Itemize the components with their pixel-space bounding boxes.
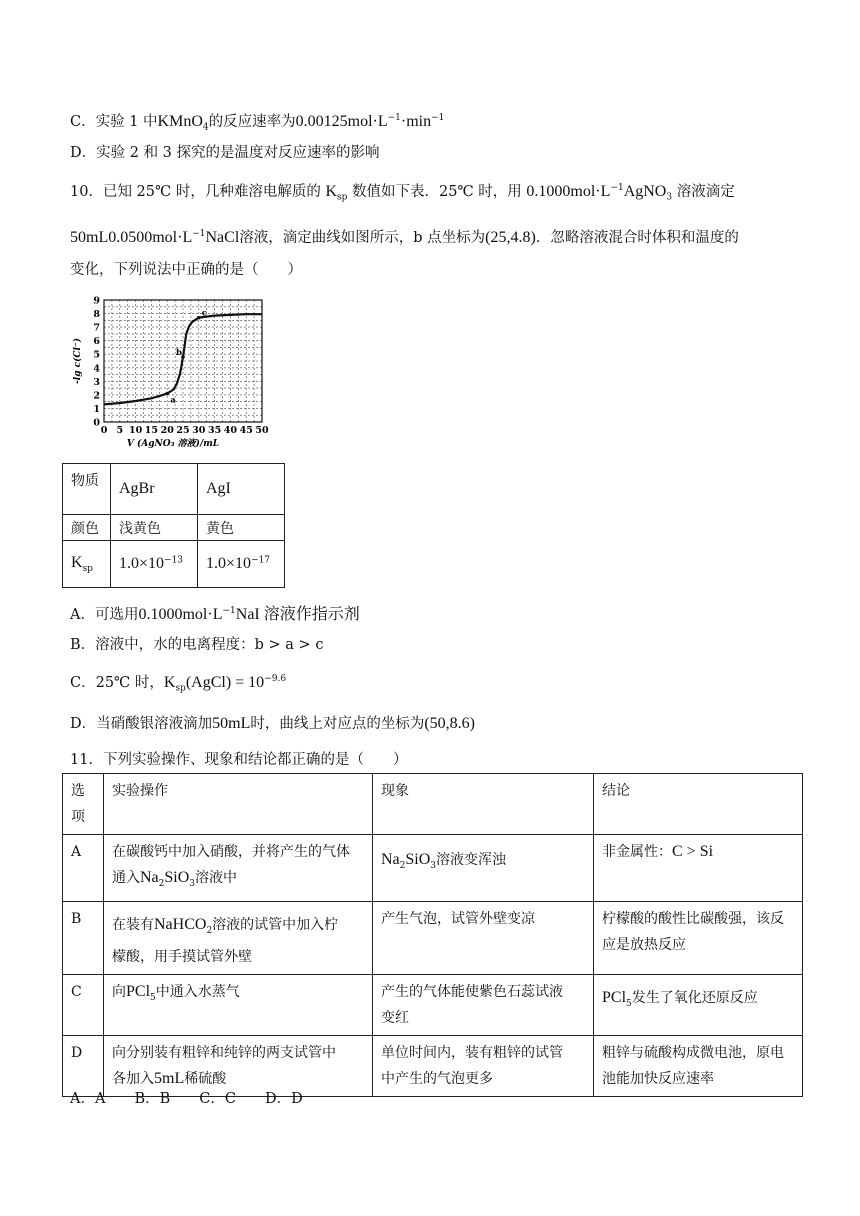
q10-l2a: 50mL0.0500mol·L [70, 228, 193, 246]
table-row [63, 835, 803, 902]
q9-option-c [70, 108, 444, 138]
q10-option-b: B．溶液中，水的电离程度：b > a > c [70, 637, 324, 653]
row-operation: 在装有NaHCO$_2$溶液的试管中加入柠 檬酸，用手摸试管外壁 [104, 901, 373, 974]
ksp-label: $K_{sp}$ [63, 541, 111, 588]
header-conclusion: 结论 [594, 774, 803, 835]
x-tick-label: 10 [128, 425, 143, 436]
q10-l2c: 溶液，滴定曲线如图所示，b 点坐标为 [239, 229, 486, 246]
q10-l1c: 溶液滴定 [676, 183, 735, 200]
y-tick-label: 0 [93, 417, 100, 429]
chart-x-ticks [101, 425, 269, 436]
y-tick-label: 6 [93, 336, 100, 348]
x-tick-label: 40 [223, 425, 238, 436]
row-conclusion: PCl$_5$发生了氧化还原反应 [594, 974, 803, 1035]
y-tick-label: 4 [93, 363, 100, 375]
chart-xlabel: V (AgNO₃ 溶液)/mL [126, 439, 220, 449]
row-phenomenon: $Na_2SiO_3$溶液变浑浊 [373, 835, 594, 902]
q9-c-prefix: C．实验 1 中 [70, 113, 158, 130]
q10-stem-line1 [70, 178, 735, 208]
y-tick-label: 7 [93, 322, 100, 334]
q10-l1a: 10．已知 25℃ 时，几种难溶电解质的 [70, 183, 321, 200]
q10-l2b: NaCl [205, 228, 240, 246]
q9-c-formula: KMnO [157, 112, 203, 130]
q9-c-min: ·min [400, 112, 432, 130]
header-operation: 实验操作 [104, 774, 373, 835]
point-a [165, 392, 169, 396]
row-operation: 向PCl$_5$中通入水蒸气 [104, 974, 373, 1035]
q10-stem-line3: 变化，下列说法中正确的是（ ） [70, 262, 302, 278]
ksp-color-agbr: 浅黄色 [111, 515, 198, 541]
q10-conc1: 0.1000mol·L [526, 182, 611, 200]
ksp-color-agi: 黄色 [198, 515, 285, 541]
row-conclusion: 非金属性：C > Si [594, 835, 803, 902]
chart-y-ticks [93, 296, 100, 429]
ksp-value-agbr: $1.0\times 10^{-13}$ [111, 541, 198, 588]
q9-c-formula-sub: 4 [202, 122, 209, 133]
ksp-value-agi: $1.0\times 10^{-17}$ [198, 541, 285, 588]
q10-conc1-exp: −1 [610, 183, 624, 193]
row-key: C [63, 974, 104, 1035]
titration-chart [66, 292, 286, 457]
y-tick-label: 9 [93, 295, 100, 307]
titration-curve [104, 314, 262, 404]
point-label-c: c [201, 308, 207, 319]
y-tick-label: 8 [93, 309, 100, 321]
q9-c-mid: 的反应速率为 [208, 113, 296, 130]
q10-stem-line2 [70, 224, 739, 248]
q10-l2a-exp: −1 [192, 229, 206, 239]
q10-l2d: ．忽略溶液混合时体积和温度的 [535, 229, 739, 246]
x-tick-label: 5 [116, 425, 124, 436]
table-row [63, 1035, 803, 1096]
point-c [197, 316, 201, 320]
q11-stem: 11．下列实验操作、现象和结论都正确的是（ ） [70, 752, 408, 768]
x-tick-label: 15 [144, 425, 159, 436]
x-tick-label: 20 [160, 425, 174, 436]
row-key: A [63, 835, 104, 902]
q10-agno3-sub: 3 [666, 192, 673, 203]
y-tick-label: 1 [93, 403, 100, 415]
q10-bpoint: (25,4.8) [485, 228, 536, 246]
q10-option-c: C．25℃ 时，$K_{sp}(AgCl) = 10^{-9.6}$ [70, 673, 287, 694]
ksp-header-substance: 物质 [63, 464, 111, 515]
table-row [63, 974, 803, 1035]
x-tick-label: 25 [176, 425, 190, 436]
row-operation: 向分别装有粗锌和纯锌的两支试管中 各加入5mL稀硫酸 [104, 1035, 373, 1096]
experiment-table [62, 773, 803, 1097]
header-option: 选 项 [63, 774, 104, 835]
q10-option-a: A．可选用$0.1000mol\cdot L^{-1}NaI$ 溶液作指示剂 [70, 605, 360, 623]
ksp-header-agi: AgI [198, 464, 285, 515]
row-conclusion: 粗锌与硫酸构成微电池，原电 池能加快反应速率 [594, 1035, 803, 1096]
q9-c-rate: 0.00125mol·L [295, 112, 388, 130]
y-tick-label: 3 [93, 376, 100, 388]
q10-ksp-k: K [325, 182, 338, 200]
q10-agno3: AgNO [623, 182, 667, 200]
table-row [63, 901, 803, 974]
y-tick-label: 2 [93, 390, 100, 402]
table-row [63, 774, 803, 835]
chart-ylabel: -lg c(Cl⁻) [73, 338, 83, 384]
ksp-header-agbr: AgBr [111, 464, 198, 515]
row-conclusion: 柠檬酸的酸性比碳酸强，该反 应是放热反应 [594, 901, 803, 974]
row-phenomenon: 产生气泡，试管外壁变凉 [373, 901, 594, 974]
q10-ksp-sub: sp [337, 192, 348, 203]
q10-l1b: 数值如下表．25℃ 时，用 [352, 183, 522, 200]
point-label-a: a [170, 395, 176, 406]
q9-option-d: D．实验 2 和 3 探究的是温度对反应速率的影响 [70, 145, 380, 161]
q9-c-exp2: −1 [431, 113, 445, 123]
y-tick-label: 5 [93, 349, 100, 361]
x-tick-label: 0 [100, 425, 108, 436]
q9-c-exp1: −1 [387, 113, 401, 123]
q11-answer-options: A．A B．B C．C D．D [70, 1091, 303, 1107]
x-tick-label: 50 [255, 425, 269, 436]
q10-option-d: D．当硝酸银溶液滴加50mL时，曲线上对应点的坐标为(50,8.6) [70, 715, 475, 732]
row-phenomenon: 单位时间内，装有粗锌的试管 中产生的气泡更多 [373, 1035, 594, 1096]
row-key: B [63, 901, 104, 974]
x-tick-label: 30 [192, 425, 206, 436]
point-label-b: b [176, 347, 182, 358]
row-key: D [63, 1035, 104, 1096]
ksp-color-label: 颜色 [63, 515, 111, 541]
x-tick-label: 35 [207, 425, 222, 436]
x-tick-label: 45 [239, 425, 253, 436]
row-phenomenon: 产生的气体能使紫色石蕊试液 变红 [373, 974, 594, 1035]
header-phenomenon: 现象 [373, 774, 594, 835]
ksp-table [62, 463, 285, 588]
row-operation: 在碳酸钙中加入硝酸，并将产生的气体 通入$Na_2SiO_3$溶液中 [104, 835, 373, 902]
